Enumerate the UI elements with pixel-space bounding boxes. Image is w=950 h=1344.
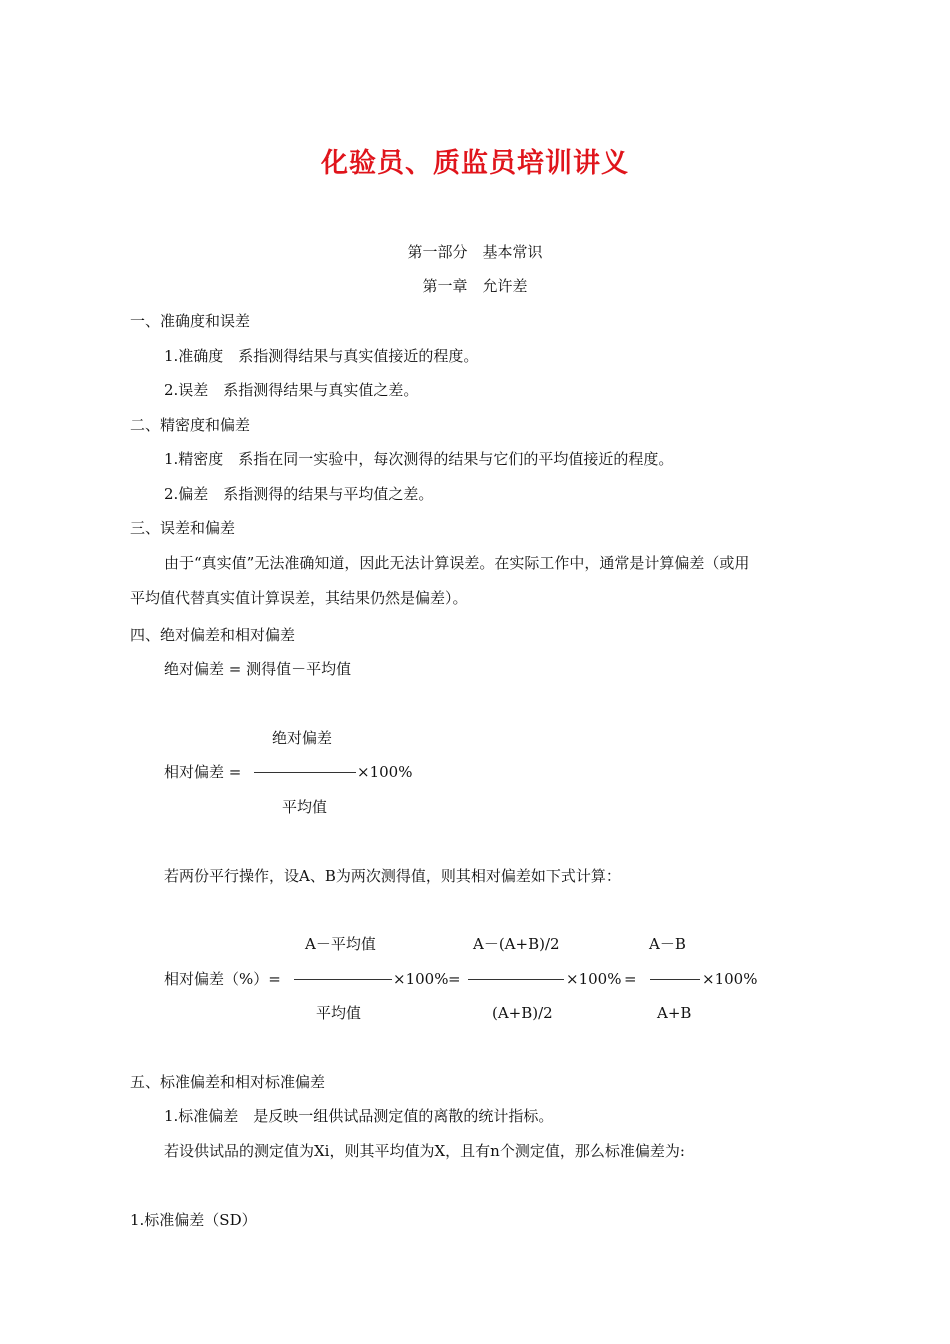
part-heading: 第一部分 基本常识 [407,243,543,261]
paragraph-line: 平均值代替真实值计算误差，其结果仍然是偏差）。 [130,589,468,607]
definition-item: 1.准确度 系指测得结果与真实值接近的程度。 [164,347,479,365]
formula-numerator: A－(A+B)/2 [473,935,560,953]
formula-multiplier: ×100% [393,970,449,988]
formula-label: 相对偏差（%）= [164,970,281,988]
section-heading: 四、绝对偏差和相对偏差 [130,626,296,644]
formula-denominator: A+B [657,1004,692,1022]
definition-item: 2.偏差 系指测得的结果与平均值之差。 [164,485,434,503]
fraction-bar [294,979,392,980]
sub-heading: 1.标准偏差（SD） [130,1211,257,1229]
formula-numerator: 绝对偏差 [272,729,333,747]
paragraph-line: 若两份平行操作，设A、B为两次测得值，则其相对偏差如下式计算： [164,867,621,885]
formula-denominator: (A+B)/2 [492,1004,553,1022]
formula-equals: = [448,970,461,988]
fraction-bar [468,979,564,980]
formula-label: 相对偏差 = [164,763,242,781]
definition-item: 1.标准偏差 是反映一组供试品测定值的离散的统计指标。 [164,1107,554,1125]
fraction-bar [650,979,700,980]
section-heading: 二、精密度和偏差 [130,416,251,434]
fraction-bar [254,772,356,773]
formula-equals: = [624,970,637,988]
paragraph-line: 由于“真实值”无法准确知道，因此无法计算误差。在实际工作中，通常是计算偏差（或用 [164,554,750,572]
definition-item: 2.误差 系指测得结果与真实值之差。 [164,381,419,399]
formula-multiplier: ×100% [357,763,413,781]
formula-denominator: 平均值 [316,1004,362,1022]
definition-item: 1.精密度 系指在同一实验中，每次测得的结果与它们的平均值接近的程度。 [164,450,674,468]
chapter-heading: 第一章 允许差 [422,277,528,295]
paragraph-line: 若设供试品的测定值为Xi，则其平均值为X，且有n个测定值，那么标准偏差为: [164,1142,685,1160]
section-heading: 三、误差和偏差 [130,519,236,537]
section-heading: 五、标准偏差和相对标准偏差 [130,1073,326,1091]
document-title: 化验员、质监员培训讲义 [321,148,629,179]
formula-numerator: A－B [649,935,686,953]
formula-multiplier: ×100% [566,970,622,988]
formula-multiplier: ×100% [702,970,758,988]
section-heading: 一、准确度和误差 [130,312,251,330]
absolute-deviation-formula: 绝对偏差 = 测得值－平均值 [164,660,352,678]
formula-denominator: 平均值 [282,798,328,816]
formula-numerator: A－平均值 [305,935,376,953]
